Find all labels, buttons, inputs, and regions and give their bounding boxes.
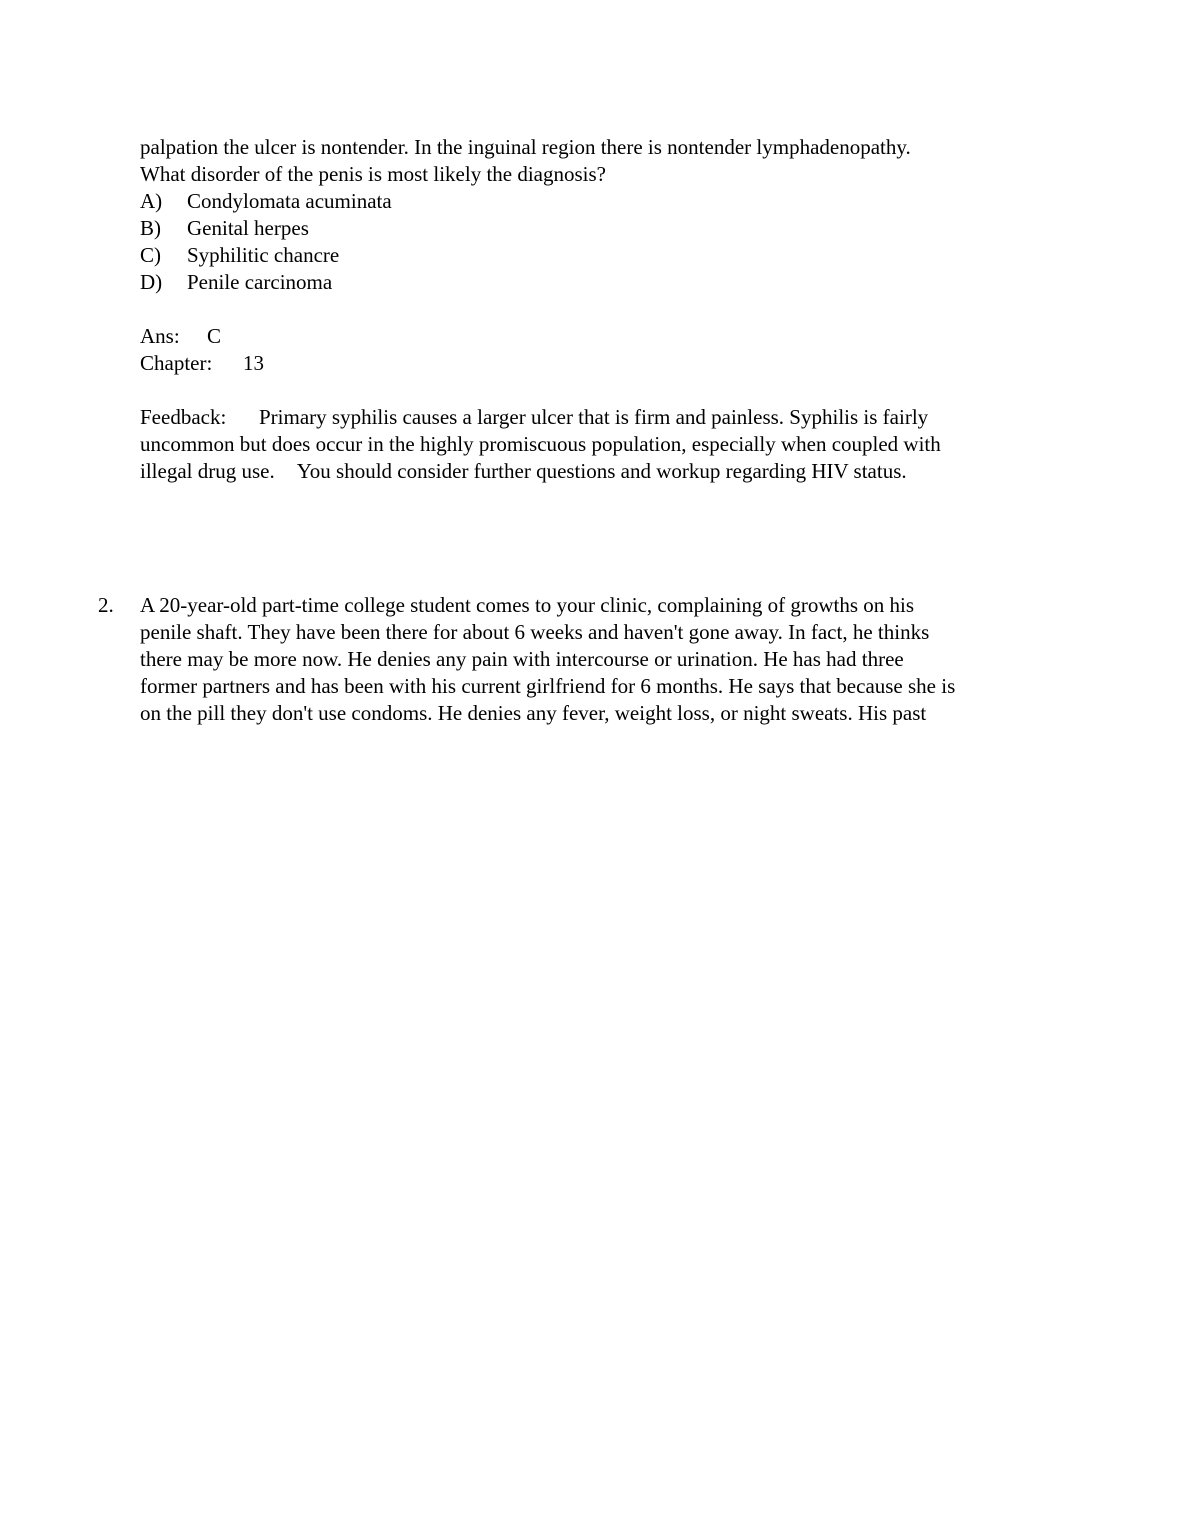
option-text: Penile carcinoma [187, 270, 333, 294]
q1-chapter [140, 350, 264, 377]
q2-stem-line-1: A 20-year-old part-time college student comes to your clinic, complaining of growths on his [140, 593, 915, 617]
q1-stem-line-2: What disorder of the penis is most likely the diagnosis? [140, 162, 606, 186]
option-letter: B) [140, 216, 161, 240]
q1-feedback-line-3 [140, 458, 907, 485]
q1-option-a [140, 188, 392, 215]
q2-stem-line-4: former partners and has been with his current girlfriend for 6 months. He says that because she is [140, 674, 956, 698]
chapter-value: 13 [243, 351, 264, 375]
feedback-label: Feedback: [140, 405, 227, 429]
q1-stem-line-1: palpation the ulcer is nontender. In the inguinal region there is nontender lymphadenopathy. [140, 135, 911, 159]
feedback-text: illegal drug use. [140, 459, 275, 483]
option-text: Condylomata acuminata [187, 189, 392, 213]
q2-stem-line-3: there may be more now. He denies any pain with intercourse or urination. He has had three [140, 647, 904, 671]
q1-feedback-line-1 [140, 404, 928, 431]
answer-label: Ans: [140, 324, 180, 348]
q1-option-b [140, 215, 309, 242]
q1-answer [140, 323, 221, 350]
answer-value: C [207, 324, 222, 348]
q2-stem-line-2: penile shaft. They have been there for about 6 weeks and haven't gone away. In fact, he thinks [140, 620, 930, 644]
option-letter: C) [140, 243, 161, 267]
feedback-text: You should consider further questions and workup regarding HIV status. [296, 459, 907, 483]
feedback-text: Primary syphilis causes a larger ulcer that is firm and painless. Syphilis is fairly [259, 405, 929, 429]
option-letter: D) [140, 270, 163, 294]
q2-number: 2. [98, 593, 114, 617]
option-text: Syphilitic chancre [187, 243, 340, 267]
option-letter: A) [140, 189, 163, 213]
q1-feedback-line-2: uncommon but does occur in the highly promiscuous population, especially when coupled with [140, 432, 941, 456]
q1-option-c [140, 242, 339, 269]
option-text: Genital herpes [187, 216, 309, 240]
q1-option-d [140, 269, 332, 296]
q2-stem-line-5: on the pill they don't use condoms. He denies any fever, weight loss, or night sweats. His past [140, 701, 927, 725]
chapter-label: Chapter: [140, 351, 213, 375]
